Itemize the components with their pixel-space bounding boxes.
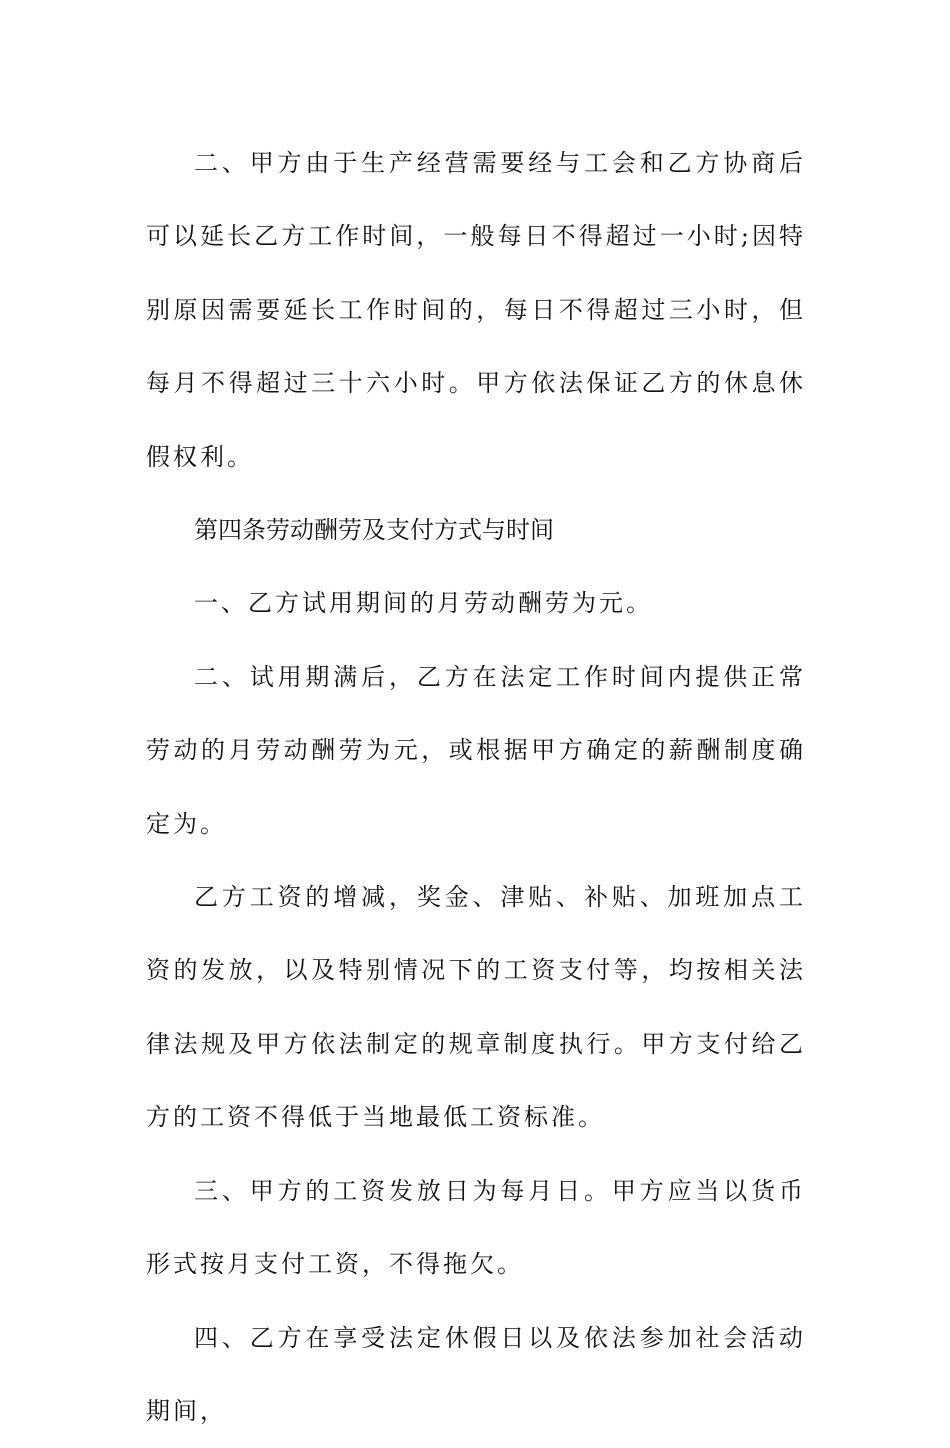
document-body (146, 127, 806, 1448)
paragraph-wage-adjustment: 乙方工资的增减，奖金、津贴、补贴、加班加点工资的发放，以及特别情况下的工资支付等，均按相关法律法规及甲方依法制定的规章制度执行。甲方支付给乙方的工资不得低于当地最低工资标准。 (146, 861, 806, 1155)
paragraph-overtime: 二、甲方由于生产经营需要经与工会和乙方协商后可以延长乙方工作时间，一般每日不得超过一小时;因特别原因需要延长工作时间的，每日不得超过三小时，但每月不得超过三十六小时。甲方依法保证乙方的休息休假权利。 (146, 127, 806, 494)
paragraph-pay-date: 三、甲方的工资发放日为每月日。甲方应当以货币形式按月支付工资，不得拖欠。 (146, 1155, 806, 1302)
paragraph-probation-pay: 一、乙方试用期间的月劳动酬劳为元。 (146, 567, 806, 640)
paragraph-holiday-pay: 四、乙方在享受法定休假日以及依法参加社会活动期间， (146, 1302, 806, 1448)
section-heading-article-4: 第四条劳动酬劳及支付方式与时间 (146, 494, 806, 567)
paragraph-regular-pay: 二、试用期满后，乙方在法定工作时间内提供正常劳动的月劳动酬劳为元，或根据甲方确定的薪酬制度确定为。 (146, 641, 806, 861)
